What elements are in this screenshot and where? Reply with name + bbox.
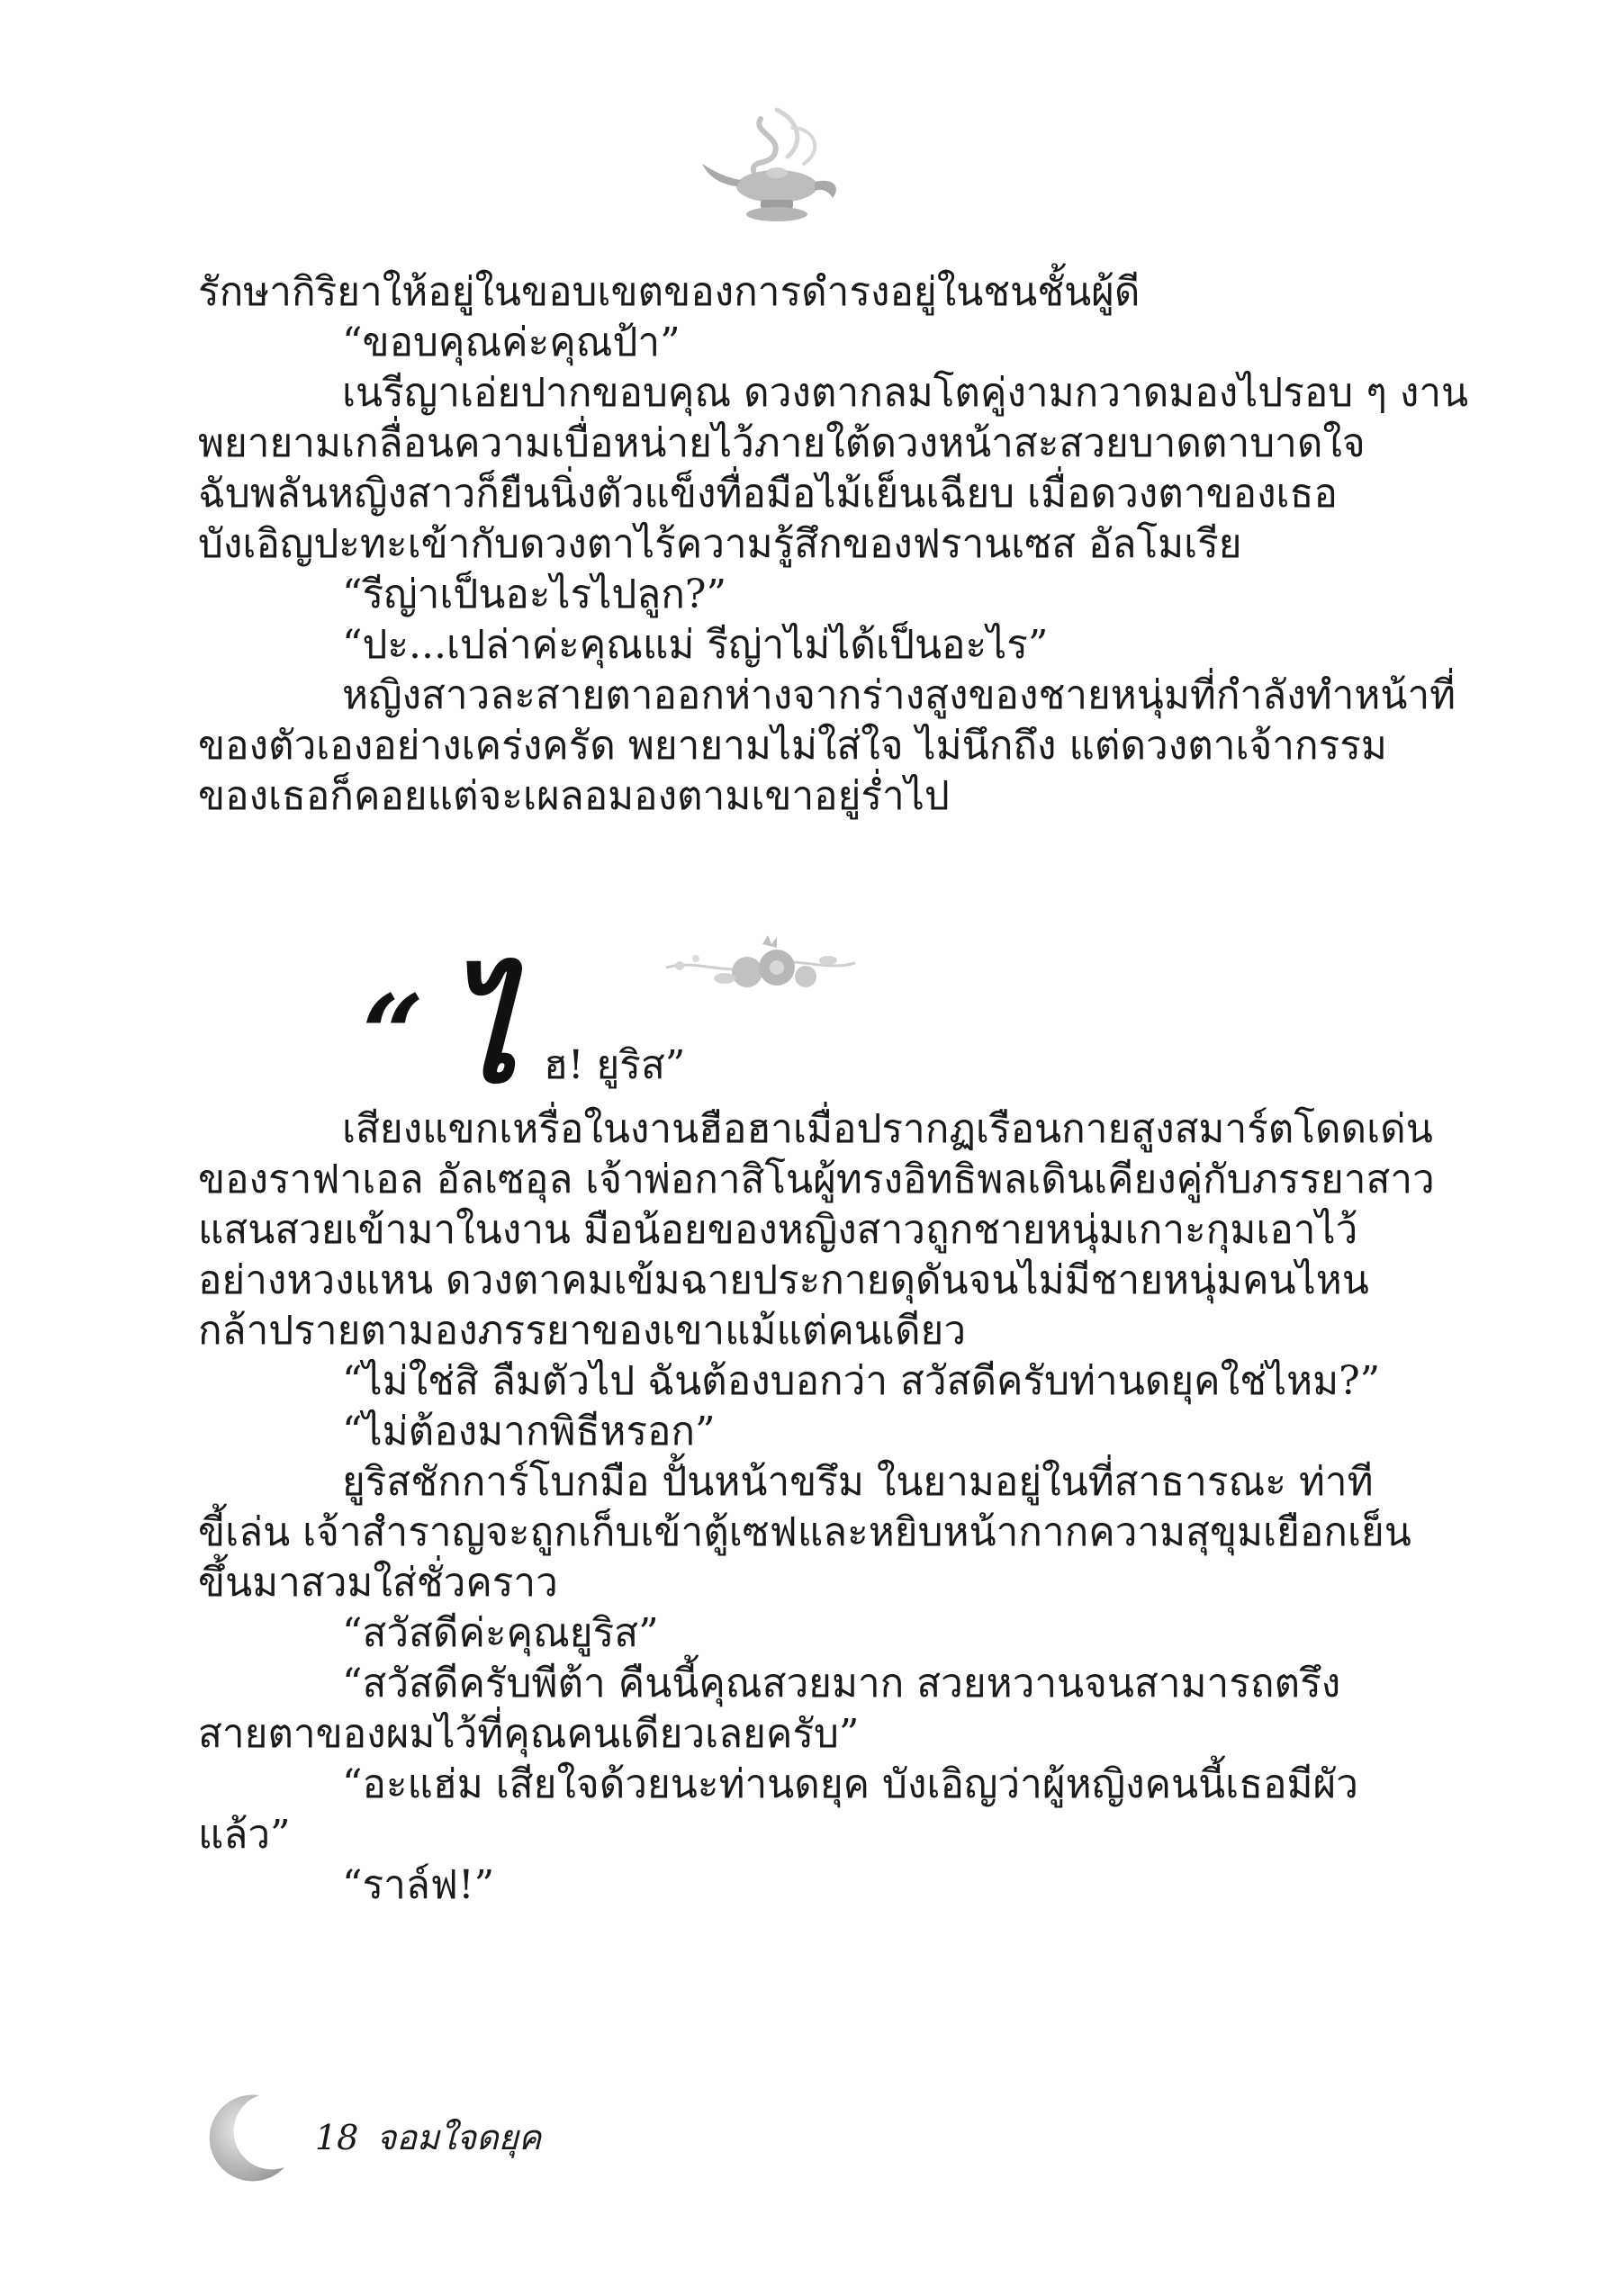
text-line: เสียงแขกเหรื่อในงานฮือฮาเมื่อปรากฏเรือนกายสูงสมาร์ตโดดเด่น xyxy=(342,1106,1433,1152)
text-line: ฉับพลันหญิงสาวก็ยืนนิ่งตัวแข็งทื่อมือไม้เย็นเฉียบ เมื่อดวงตาของเธอ xyxy=(198,471,1338,517)
flower-divider-icon xyxy=(662,932,860,999)
text-line: “ขอบคุณค่ะคุณป้า” xyxy=(342,320,681,365)
text-line: ยูริสชักการ์โบกมือ ปั้นหน้าขรึม ในยามอยู่ในที่สาธารณะ ท่าที xyxy=(342,1459,1374,1505)
text-line: “สวัสดีครับพีต้า คืนนี้คุณสวยมาก สวยหวานจนสามารถตรึง xyxy=(342,1661,1341,1706)
page-footer xyxy=(196,2088,826,2214)
text-line: “อะแฮ่ม เสียใจด้วยนะท่านดยุค บังเอิญว่าผู้หญิงคนนี้เธอมีผัว xyxy=(342,1761,1358,1807)
text-line: พยายามเกลื่อนความเบื่อหน่ายไว้ภายใต้ดวงหน้าสะสวยบาดตาบาดใจ xyxy=(198,420,1366,466)
text-line: บังเอิญปะทะเข้ากับดวงตาไร้ความรู้สึกของฟรานเซส อัลโมเรีย xyxy=(198,521,1242,567)
text-line: แสนสวยเข้ามาในงาน มือน้อยของหญิงสาวถูกชายหนุ่มเกาะกุมเอาไว้ xyxy=(198,1207,1358,1253)
text-line: ขี้เล่น เจ้าสำราญจะถูกเก็บเข้าตู้เซฟและหยิบหน้ากากความสุขุมเยือกเย็น xyxy=(198,1509,1411,1555)
text-line: หญิงสาวละสายตาออกห่างจากร่างสูงของชายหนุ่มที่กำลังทำหน้าที่ xyxy=(342,672,1456,718)
text-line: “ไม่ต้องมากพิธีหรอก” xyxy=(342,1409,716,1454)
text-line: แล้ว” xyxy=(198,1812,291,1858)
book-title: จอมใจดยุค xyxy=(376,2118,542,2157)
text-line: “ไม่ใช่สิ ลืมตัวไป ฉันต้องบอกว่า สวัสดีครับท่านดยุคใช่ไหม?” xyxy=(342,1358,1381,1404)
text-line: “ราล์ฟ!” xyxy=(342,1862,495,1908)
text-line: ของตัวเองอย่างเคร่งครัด พยายามไม่ใส่ใจ ไม่นึกถึง แต่ดวงตาเจ้ากรรม xyxy=(198,723,1387,769)
text-line: ขึ้นมาสวมใส่ชั่วคราว xyxy=(198,1560,558,1606)
paragraph-block-bottom xyxy=(198,1104,1435,1911)
drop-cap-rest: ฮ! ยูริส” xyxy=(544,1042,686,1088)
text-line: ของเธอก็คอยแต่จะเผลอมองตามเขาอยู่ร่ำไป xyxy=(198,773,950,819)
crescent-moon-icon xyxy=(196,2088,295,2187)
text-line: “ปะ...เปล่าค่ะคุณแม่ รีญ่าไม่ได้เป็นอะไร” xyxy=(342,622,1049,668)
text-line: รักษากิริยาให้อยู่ในขอบเขตของการดำรงอยู่ในชนชั้นผู้ดี xyxy=(198,269,1141,315)
text-line: อย่างหวงแหน ดวงตาคมเข้มฉายประกายดุดันจนไม่มีชายหนุ่มคนไหน xyxy=(198,1257,1369,1303)
text-line: สายตาของผมไว้ที่คุณคนเดียวเลยครับ” xyxy=(198,1711,860,1757)
drop-cap-quote: “ xyxy=(362,971,425,1098)
text-line: “สวัสดีค่ะคุณยูริส” xyxy=(342,1610,659,1656)
genie-lamp-icon xyxy=(698,101,855,236)
page-number: 18 xyxy=(315,2118,359,2157)
text-line: เนรีญาเอ่ยปากขอบคุณ ดวงตากลมโตคู่งามกวาดมองไปรอบ ๆ งาน xyxy=(342,370,1469,416)
drop-cap-letter: ไ xyxy=(448,955,517,1113)
text-line: “รีญ่าเป็นอะไรไปลูก?” xyxy=(342,572,726,617)
text-line: กล้าปรายตามองภรรยาของเขาแม้แต่คนเดียว xyxy=(198,1308,967,1354)
text-line: ของราฟาเอล อัลเซอุล เจ้าพ่อกาสิโนผู้ทรงอิทธิพลเดินเคียงคู่กับภรรยาสาว xyxy=(198,1157,1435,1202)
paragraph-block-top xyxy=(198,267,1469,822)
